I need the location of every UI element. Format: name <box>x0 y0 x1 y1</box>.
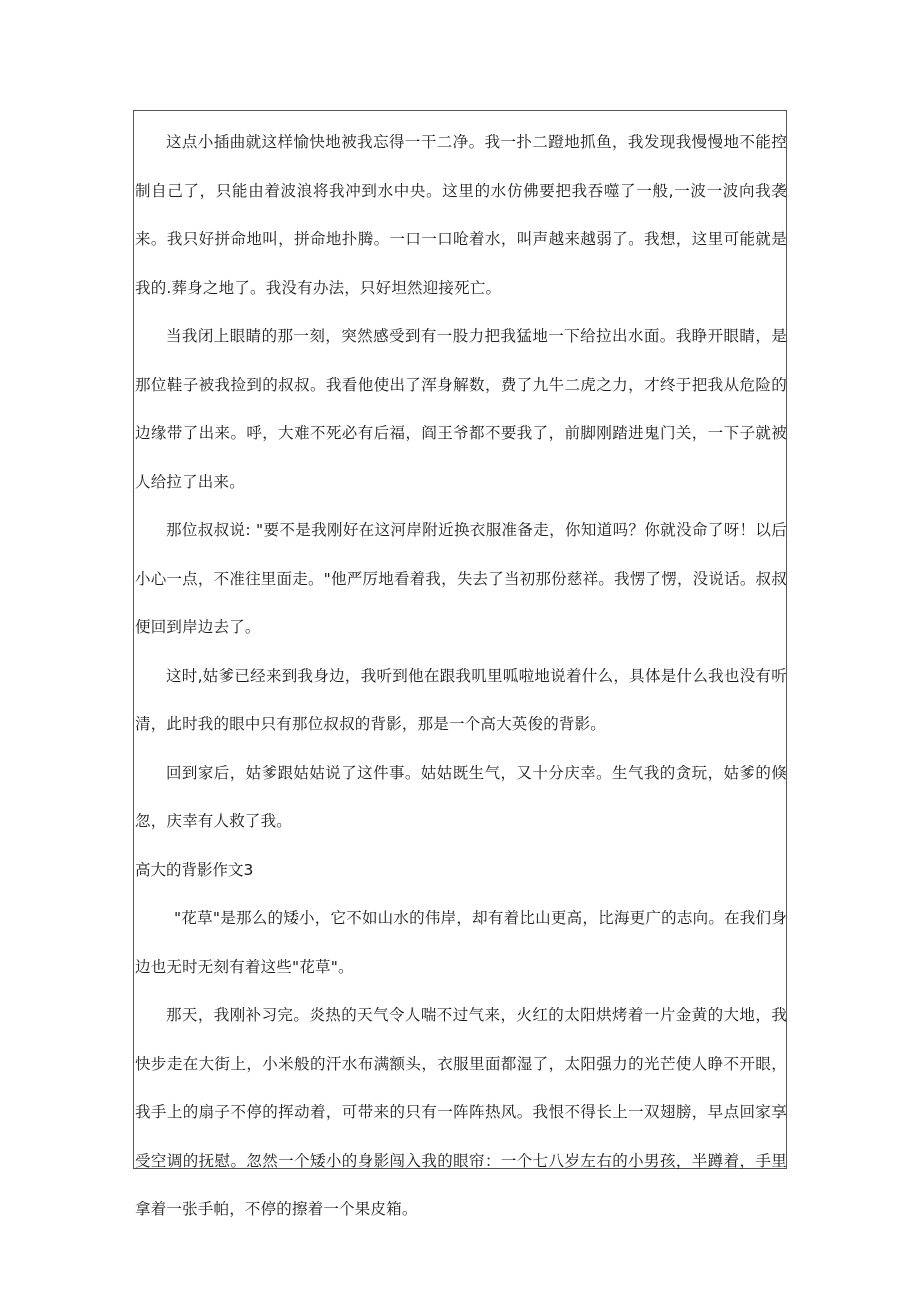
paragraph-3: 那位叔叔说: "要不是我刚好在这河岸附近换衣服准备走，你知道吗？你就没命了呀！以后小心一点，不准往里面走。"他严厉地看着我，失去了当初那份慈祥。我愣了愣，没说话。叔叔便回到岸边去了。 <box>135 521 787 636</box>
paragraph-7: 那天，我刚补习完。炎热的天气令人喘不过气来，火红的太阳烘烤着一片金黄的大地，我快步走在大街上，小米般的汗水布满额头，衣服里面都湿了，太阳强力的光芒使人睁不开眼，我手上的扇子不停的挥动着，可带来的只有一阵阵热风。我恨不得长上一双翅膀，早点回家享受空调的抚慰。忽然一个矮小的身影闯入我的眼帘：一个七八岁左右的小男孩，半蹲着，手里拿着一张手帕，不停的擦着一个果皮箱。 <box>135 1006 787 1218</box>
paragraph-2: 当我闭上眼睛的那一刻，突然感受到有一股力把我猛地一下给拉出水面。我睁开眼睛，是那位鞋子被我捡到的叔叔。我看他使出了浑身解数，费了九牛二虎之力，才终于把我从危险的边缘带了出来。呼，大难不死必有后福，阎王爷都不要我了，前脚刚踏进鬼门关，一下子就被人给拉了出来。 <box>135 327 787 491</box>
paragraph-5: 回到家后，姑爹跟姑姑说了这件事。姑姑既生气，又十分庆幸。生气我的贪玩，姑爹的倏忽，庆幸有人救了我。 <box>135 763 787 830</box>
paragraph-4: 这时,姑爹已经来到我身边，我听到他在跟我叽里呱啦地说着什么，具体是什么我也没有听清，此时我的眼中只有那位叔叔的背影，那是一个高大英俊的背影。 <box>135 666 787 733</box>
paragraph-6: "花草"是那么的矮小，它不如山水的伟岸，却有着比山更高，比海更广的志向。在我们身边也无时无刻有着这些"花草"。 <box>135 909 787 976</box>
paragraph-1: 这点小插曲就这样愉快地被我忘得一干二净。我一扑二蹬地抓鱼，我发现我慢慢地不能控制自己了，只能由着波浪将我冲到水中央。这里的水仿佛要把我吞噬了一般,一波一波向我袭来。我只好拼命地叫，拼命地扑腾。一口一口呛着水，叫声越来越弱了。我想，这里可能就是我的.葬身之地了。我没有办法，只好坦然迎接死亡。 <box>135 133 787 297</box>
document-body <box>135 118 787 1234</box>
section-heading: 高大的背影作文3 <box>135 860 254 879</box>
